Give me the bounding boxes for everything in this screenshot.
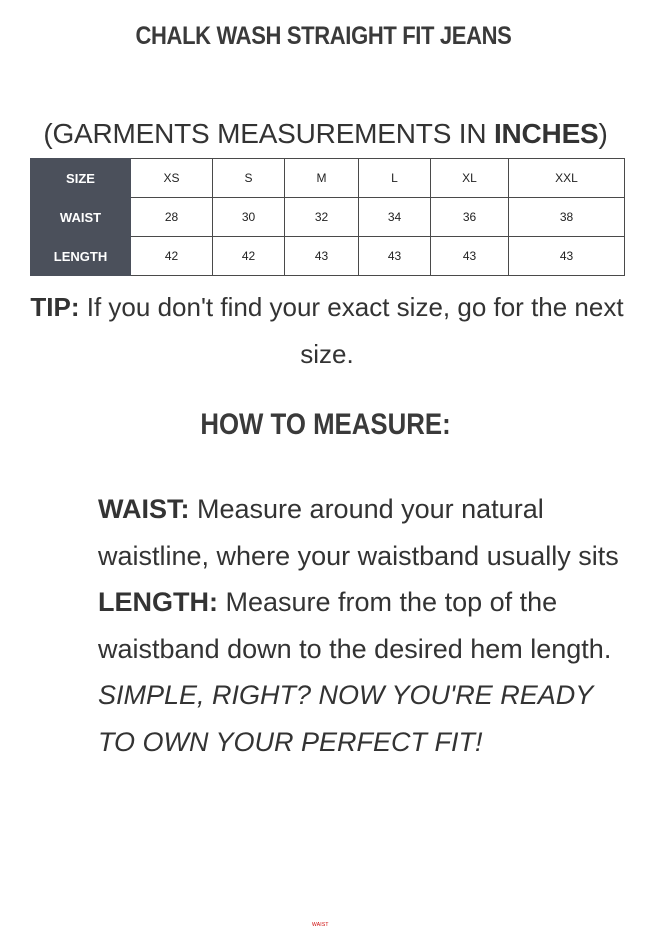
table-cell: 30 — [213, 198, 285, 237]
table-row-length — [31, 237, 625, 276]
units-emphasis: INCHES — [493, 118, 599, 149]
size-tip — [30, 284, 624, 378]
table-cell: 36 — [431, 198, 509, 237]
length-instruction — [98, 579, 628, 672]
table-cell: XS — [131, 159, 213, 198]
table-cell: 43 — [431, 237, 509, 276]
units-suffix: ) — [598, 118, 608, 149]
table-cell: 42 — [131, 237, 213, 276]
measuring-instructions — [98, 486, 628, 765]
table-cell: 34 — [359, 198, 431, 237]
table-cell: 42 — [213, 237, 285, 276]
units-prefix: (GARMENTS MEASUREMENTS IN — [43, 118, 494, 149]
row-header-waist: WAIST — [31, 198, 131, 237]
table-cell: 43 — [509, 237, 625, 276]
table-cell: XXL — [509, 159, 625, 198]
waist-label: WAIST: — [98, 494, 190, 524]
length-text: Measure from the top of the waistband down to the desired hem length. — [98, 587, 612, 664]
tip-label: TIP: — [30, 292, 80, 322]
waist-text: Measure around your natural waistline, where your waistband usually sits — [98, 494, 619, 571]
row-header-size: SIZE — [31, 159, 131, 198]
table-cell: 38 — [509, 198, 625, 237]
closing-message: SIMPLE, RIGHT? NOW YOU'RE READY TO OWN YOUR PERFECT FIT! — [98, 680, 593, 757]
waist-instruction — [98, 486, 628, 579]
table-row-waist — [31, 198, 625, 237]
tip-text: If you don't find your exact size, go for the next size. — [79, 292, 624, 369]
table-cell: XL — [431, 159, 509, 198]
size-chart-table — [30, 158, 625, 276]
table-cell: S — [213, 159, 285, 198]
table-cell: M — [285, 159, 359, 198]
table-row-size — [31, 159, 625, 198]
row-header-length: LENGTH — [31, 237, 131, 276]
footer-waist-mark: WAIST — [312, 922, 329, 928]
page-title: CHALK WASH STRAIGHT FIT JEANS — [135, 22, 512, 50]
measurement-units-note — [0, 118, 647, 150]
length-label: LENGTH: — [98, 587, 218, 617]
how-to-measure-heading: HOW TO MEASURE: — [200, 408, 451, 441]
table-cell: L — [359, 159, 431, 198]
table-cell: 43 — [285, 237, 359, 276]
table-cell: 32 — [285, 198, 359, 237]
table-cell: 43 — [359, 237, 431, 276]
table-cell: 28 — [131, 198, 213, 237]
